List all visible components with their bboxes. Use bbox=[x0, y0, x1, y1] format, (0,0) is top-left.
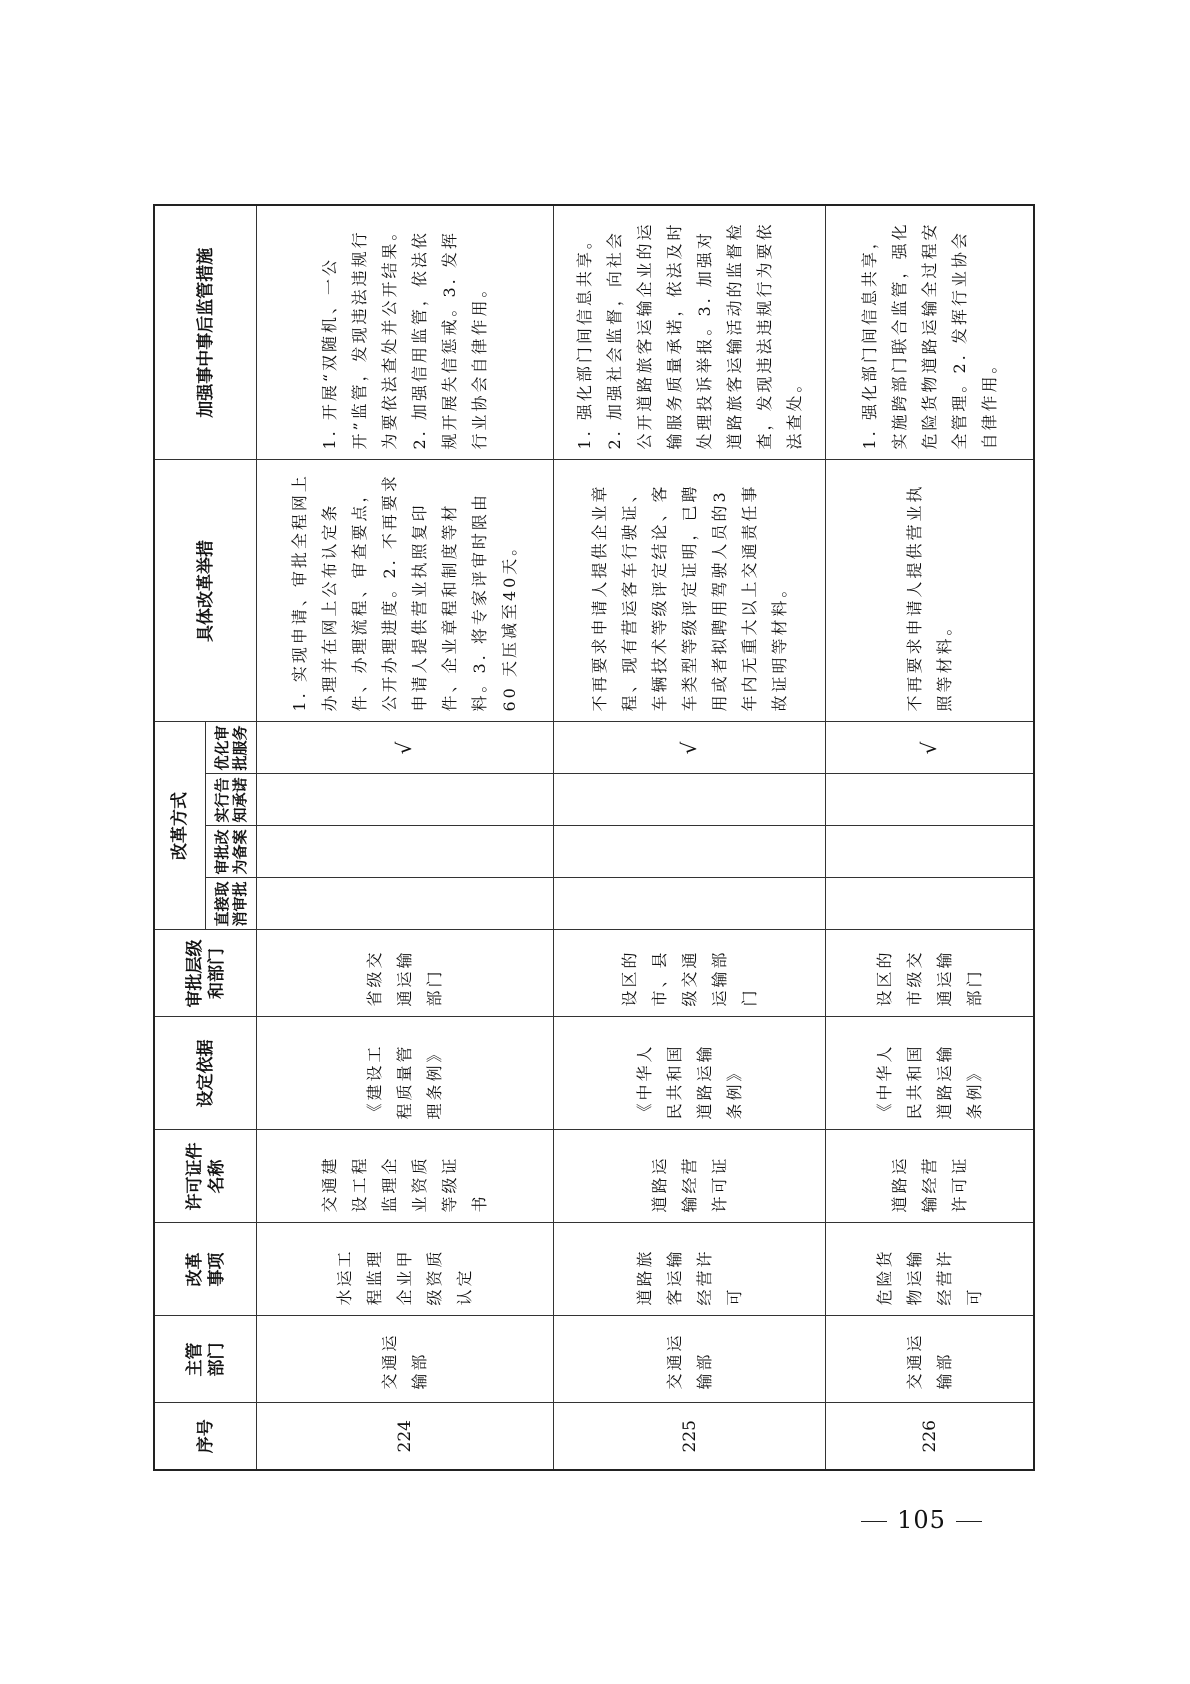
row-mode-promise bbox=[554, 774, 826, 826]
header-item: 改革事项 bbox=[154, 1223, 257, 1316]
row-mode-promise bbox=[826, 774, 1034, 826]
row-basis: 《建设工程质量管理条例》 bbox=[257, 1017, 554, 1130]
row-mode-filing bbox=[826, 826, 1034, 878]
row-mode-cancel bbox=[826, 878, 1034, 930]
header-level: 审批层级和部门 bbox=[154, 930, 257, 1017]
row-no: 225 bbox=[554, 1403, 826, 1470]
row-dept: 交通运输部 bbox=[554, 1316, 826, 1403]
check-mark: √ bbox=[916, 741, 941, 755]
check-mark: √ bbox=[392, 741, 417, 755]
header-mode-optimize: 优化审批服务 bbox=[206, 722, 257, 774]
row-license: 道路运输经营许可证 bbox=[554, 1130, 826, 1223]
table-row bbox=[826, 205, 1034, 1470]
dash-left bbox=[861, 1521, 887, 1522]
row-no: 226 bbox=[826, 1403, 1034, 1470]
row-measures: 不再要求申请人提供企业章程、现有营运客车行驶证、车辆技术等级评定结论、客车类型等级评定证明，已聘用或者拟聘用驾驶人员的3 年内无重大以上交通责任事故证明等材料。 bbox=[554, 460, 826, 722]
page-number: 105 bbox=[849, 1502, 994, 1538]
row-supervision: 1. 强化部门间信息共享，实施跨部门联合监管，强化危险货物道路运输全过程安全管理。2. 发挥行业协会自律作用。 bbox=[826, 205, 1034, 460]
row-mode-filing bbox=[257, 826, 554, 878]
row-mode-cancel bbox=[554, 878, 826, 930]
header-no: 序号 bbox=[154, 1403, 257, 1470]
header-reform-mode: 改革方式 bbox=[154, 722, 206, 930]
row-dept: 交通运输部 bbox=[257, 1316, 554, 1403]
check-mark: √ bbox=[676, 741, 701, 755]
row-no: 224 bbox=[257, 1403, 554, 1470]
row-level: 设区的市、县级交通运输部门 bbox=[554, 930, 826, 1017]
row-mode-optimize bbox=[826, 722, 1034, 774]
row-mode-filing bbox=[554, 826, 826, 878]
header-basis: 设定依据 bbox=[154, 1017, 257, 1130]
row-item: 道路旅客运输经营许可 bbox=[554, 1223, 826, 1316]
header-mode-promise: 实行告知承诺 bbox=[206, 774, 257, 826]
row-mode-cancel bbox=[257, 878, 554, 930]
row-level: 省级交通运输部门 bbox=[257, 930, 554, 1017]
dash-right bbox=[956, 1521, 982, 1522]
reform-table bbox=[153, 204, 1035, 1471]
row-basis: 《中华人民共和国道路运输条例》 bbox=[826, 1017, 1034, 1130]
row-measures: 不再要求申请人提供营业执照等材料。 bbox=[826, 460, 1034, 722]
row-basis: 《中华人民共和国道路运输条例》 bbox=[554, 1017, 826, 1130]
row-measures: 1. 实现申请、审批全程网上办理并在网上公布认定条件、办理流程、审查要点，公开办理进度。2. 不再要求申请人提供营业执照复印件、企业章程和制度等材料。3. 将专家评审时限由60 天压减至40天。 bbox=[257, 460, 554, 722]
row-dept: 交通运输部 bbox=[826, 1316, 1034, 1403]
table-row bbox=[257, 205, 554, 1470]
header-supervision: 加强事中事后监管措施 bbox=[154, 205, 257, 460]
header-mode-filing: 审批改为备案 bbox=[206, 826, 257, 878]
header-measures: 具体改革举措 bbox=[154, 460, 257, 722]
header-dept: 主管部门 bbox=[154, 1316, 257, 1403]
rotated-table-container bbox=[153, 206, 1035, 1471]
row-level: 设区的市级交通运输部门 bbox=[826, 930, 1034, 1017]
header-license: 许可证件名称 bbox=[154, 1130, 257, 1223]
row-mode-promise bbox=[257, 774, 554, 826]
row-item: 危险货物运输经营许可 bbox=[826, 1223, 1034, 1316]
row-license: 道路运输经营许可证 bbox=[826, 1130, 1034, 1223]
row-license: 交通建设工程监理企业资质等级证书 bbox=[257, 1130, 554, 1223]
row-mode-optimize bbox=[554, 722, 826, 774]
row-mode-optimize bbox=[257, 722, 554, 774]
header-mode-cancel: 直接取消审批 bbox=[206, 878, 257, 930]
table-row bbox=[554, 205, 826, 1470]
row-item: 水运工程监理企业甲级资质认定 bbox=[257, 1223, 554, 1316]
row-supervision: 1. 开展“双随机、一公开”监管，发现违法违规行为要依法查处并公开结果。2. 加强信用监管，依法依规开展失信惩戒。3. 发挥行业协会自律作用。 bbox=[257, 205, 554, 460]
row-supervision: 1. 强化部门间信息共享。2. 加强社会监督，向社会公开道路旅客运输企业的运输服务质量承诺，依法及时处理投诉举报。3. 加强对道路旅客运输活动的监督检查，发现违法违规行为要依法查处。 bbox=[554, 205, 826, 460]
